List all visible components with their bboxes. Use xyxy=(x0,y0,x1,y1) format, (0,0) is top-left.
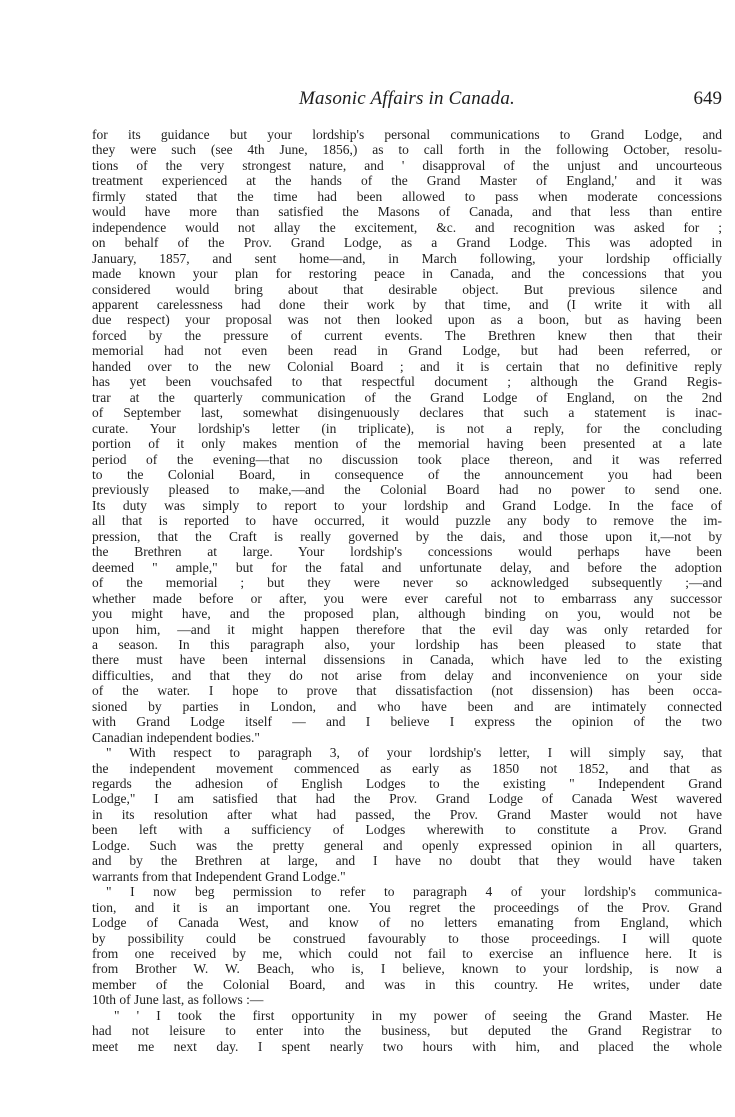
text-line: " I now beg permission to refer to paragraph 4 of your lordship's communica- xyxy=(106,884,722,900)
text-line: upon him, —and it might happen therefore that the evil day was only retarded for xyxy=(92,621,722,637)
text-line: considered would bring about that desirable object. But previous silence and xyxy=(92,281,722,297)
text-line: Canadian independent bodies." xyxy=(92,729,260,745)
text-line: from one received by me, which could not fail to exercise an influence here. It is xyxy=(92,946,722,962)
text-line: from Brother W. W. Beach, who is, I believe, known to your lordship, is now a xyxy=(92,961,722,977)
text-line: and by the Brethren at large, and I have no doubt that they would have taken xyxy=(92,853,722,869)
text-line: firmly stated that the time had been allowed to pass when moderate concessions xyxy=(92,188,722,204)
text-line: period of the evening—that no discussion took place thereon, and it was referred xyxy=(92,451,722,467)
text-line: would have more than satisfied the Masons of Canada, and that less than entire xyxy=(92,204,722,220)
text-line: had not leisure to enter into the business, but deputed the Grand Registrar to xyxy=(92,1023,722,1039)
text-line: the independent movement commenced as early as 1850 not 1852, and that as xyxy=(92,760,722,776)
body-text xyxy=(92,127,722,1054)
text-line: meet me next day. I spent nearly two hours with him, and placed the whole xyxy=(92,1038,722,1054)
text-line: curate. Your lordship's letter (in triplicate), is not a reply, for the concluding xyxy=(92,420,722,436)
text-line: warrants from that Independent Grand Lodge." xyxy=(92,868,346,884)
running-head xyxy=(92,88,722,112)
text-line: all that is reported to have occurred, it would puzzle any body to remove the im- xyxy=(92,513,722,529)
text-line: to the Colonial Board, in consequence of the announcement you had been xyxy=(92,466,722,482)
text-line: treatment experienced at the hands of the Grand Master of England,' and it was xyxy=(92,173,722,189)
text-line: Lodge of Canada West, and know of no letters emanating from England, which xyxy=(92,915,722,931)
text-line: Lodge," I am satisfied that had the Prov. Grand Lodge of Canada West wavered xyxy=(92,791,722,807)
text-line: tion, and it is an important one. You regret the proceedings of the Prov. Grand xyxy=(92,899,722,915)
text-line: " ' I took the first opportunity in my power of seeing the Grand Master. He xyxy=(114,1007,722,1023)
text-line: 10th of June last, as follows :— xyxy=(92,992,264,1008)
text-line: Lodge. Such was the pretty general and openly expressed opinion in all quarters, xyxy=(92,837,722,853)
page-number: 649 xyxy=(693,88,722,109)
text-line: there must have been internal dissensions in Canada, which have led to the existing xyxy=(92,652,722,668)
text-line: handed over to the new Colonial Board ; and it is certain that no definitive reply xyxy=(92,358,722,374)
running-title: Masonic Affairs in Canada. xyxy=(299,88,515,109)
text-line: in its resolution after what had passed, the Prov. Grand Master would not have xyxy=(92,806,722,822)
text-line: for its guidance but your lordship's personal communications to Grand Lodge, and xyxy=(92,127,722,142)
text-line: trar at the quarterly communication of the Grand Lodge of England, on the 2nd xyxy=(92,389,722,405)
text-line: memorial had not even been read in Grand Lodge, but had been referred, or xyxy=(92,343,722,359)
text-line: previously pleased to make,—and the Colonial Board had no power to send one. xyxy=(92,482,722,498)
text-line: of September last, somewhat disingenuously declares that such a statement is inac- xyxy=(92,405,722,421)
text-line: member of the Colonial Board, and was in this country. He writes, under date xyxy=(92,976,722,992)
text-line: they were such (see 4th June, 1856,) as to call forth in the following October, resolu- xyxy=(92,142,722,158)
text-line: pression, that the Craft is really governed by the dais, and those upon it,—not by xyxy=(92,528,722,544)
text-line: been left with a sufficiency of Lodges wherewith to constitute a Prov. Grand xyxy=(92,822,722,838)
text-line: has yet been vouchsafed to that respectful document ; although the Grand Regis- xyxy=(92,374,722,390)
text-line: whether made before or after, you were ever careful not to embarrass any successor xyxy=(92,590,722,606)
text-line: made known your plan for restoring peace in Canada, and the concessions that you xyxy=(92,266,722,282)
text-line: you might have, and the proposed plan, although binding on you, would not be xyxy=(92,606,722,622)
text-line: apparent carelessness had done their work by that time, and (I write it with all xyxy=(92,296,722,312)
text-line: " With respect to paragraph 3, of your lordship's letter, I will simply say, that xyxy=(106,745,722,761)
text-line: regards the adhesion of English Lodges to the existing " Independent Grand xyxy=(92,776,722,792)
text-line: independence would not allay the excitement, &c. and recognition was asked for ; xyxy=(92,219,722,235)
text-line: January, 1857, and sent home—and, in March following, your lordship officially xyxy=(92,250,722,266)
text-line: of the memorial ; but they were never so acknowledged subsequently ;—and xyxy=(92,575,722,591)
text-line: difficulties, and that they do not arise from delay and inconvenience on your side xyxy=(92,667,722,683)
text-line: of the water. I hope to prove that dissatisfaction (not dissension) has been occa- xyxy=(92,683,722,699)
text-line: sioned by parties in London, and who have been and are intimately connected xyxy=(92,698,722,714)
text-line: on behalf of the Prov. Grand Lodge, as a Grand Lodge. This was adopted in xyxy=(92,235,722,251)
text-line: the Brethren at large. Your lordship's concessions would perhaps have been xyxy=(92,544,722,560)
text-line: forced by the pressure of current events. The Brethren knew then that their xyxy=(92,327,722,343)
text-line: deemed " ample," but for the fatal and unfortunate delay, and before the adoption xyxy=(92,559,722,575)
text-line: portion of it only makes mention of the memorial having been presented at a late xyxy=(92,436,722,452)
text-line: due respect) your proposal was not then looked upon as a boon, but as having been xyxy=(92,312,722,328)
text-line: with Grand Lodge itself — and I believe I express the opinion of the two xyxy=(92,714,722,730)
text-line: a season. In this paragraph also, your lordship has been pleased to state that xyxy=(92,636,722,652)
text-line: by possibility could be construed favourably to those proceedings. I will quote xyxy=(92,930,722,946)
text-line: Its duty was simply to report to your lordship and Grand Lodge. In the face of xyxy=(92,497,722,513)
text-line: tions of the very strongest nature, and ' disapproval of the unjust and uncourteous xyxy=(92,157,722,173)
